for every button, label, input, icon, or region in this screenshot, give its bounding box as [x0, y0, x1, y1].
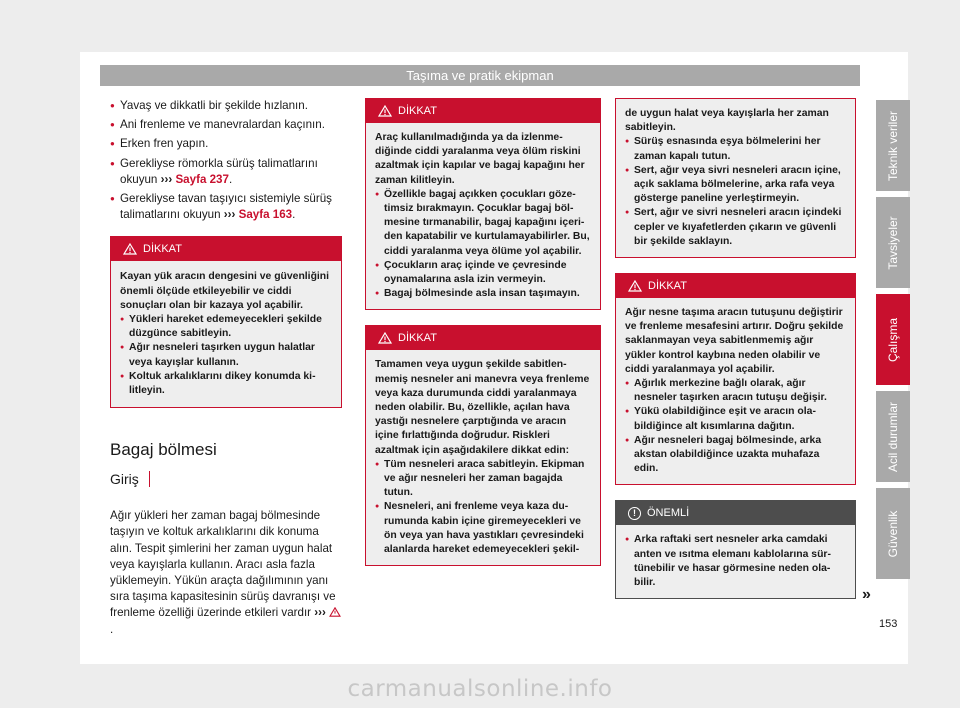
note-box	[615, 500, 856, 599]
warning-body	[616, 99, 855, 257]
warning-intro: Ağır nesne taşıma aracın tutuşunu değiştirir ve frenleme mesafesini artırır. Doğru şekilde saklanmayan veya sabitlenmemiş ağır yükler kontrol kaybına neden olabilir ve ciddi yaralanmaya yol açabilir.	[625, 307, 844, 375]
intro-paragraph: Ağır yükleri her zaman bagaj bölmesinde taşıyın ve koltuk arkalıklarını dik konuma alın. Tespit şimlerini her zaman uygun halat veya kayışlarla kullanın. Aracı asla fazla yüklemeyin. Yükün araçta dağılımının yanı sıra taşıma kapasitesinin sürüş davranışı ve frenleme özelliği üzerinde etkileri vardır ››› .	[110, 508, 342, 638]
tab-label: Çalışma	[886, 317, 900, 362]
warning-title: DİKKAT	[398, 332, 437, 345]
list-item: ● Sert, ağır veya sivri nesneleri aracın içine, açık saklama bölmelerine, arka rafa veya gösterge paneline yerleştirmeyin.	[625, 164, 845, 207]
warning-triangle-icon	[123, 243, 137, 255]
tab-acil-durumlar[interactable]	[876, 391, 910, 482]
warning-intro: Kayan yük aracın dengesini ve güvenliğini önemli ölçüde etkileyebilir ve ciddi sonuçları olan bir kazaya yol açabilir.	[120, 271, 330, 311]
list-item: ● Tüm nesneleri araca sabitleyin. Ekipman ve ağır nesneleri her zaman bagajda tutun.	[375, 458, 590, 501]
subsection-label: Giriş	[110, 471, 139, 488]
list-item: ● Çocukların araç içinde ve çevresinde oynamalarına asla izin vermeyin.	[375, 259, 590, 287]
warning-header	[111, 237, 341, 261]
list-item: ● Koltuk arkalıklarını dikey konumda kilitleyin.	[120, 370, 331, 398]
warning-title: DİKKAT	[143, 243, 182, 256]
warning-triangle-icon	[378, 332, 392, 344]
warning-triangle-icon	[378, 105, 392, 117]
warning-continuation-box	[615, 98, 856, 258]
tab-guvenlik[interactable]	[876, 488, 910, 579]
tab-label: Acil durumlar	[886, 401, 900, 472]
page-number: 153	[879, 618, 898, 630]
reference-arrow: ›››	[223, 208, 236, 222]
warning-header	[366, 99, 600, 123]
list-item: ● Erken fren yapın.	[110, 136, 342, 152]
subsection-title	[110, 471, 342, 487]
warning-body	[616, 298, 855, 484]
warning-header	[366, 326, 600, 350]
column-right	[615, 98, 856, 599]
list-item: ● Ani frenleme ve manevralardan kaçının.	[110, 117, 342, 133]
list-item: ● Yükleri hareket edemeyecekleri şekilde düzgünce sabitleyin.	[120, 313, 331, 341]
tab-label: Teknik veriler	[886, 110, 900, 181]
warning-header	[616, 274, 855, 298]
list-item-text: Gerekliyse römorkla sürüş talimatlarını okuyun	[120, 156, 318, 186]
page-reference-link[interactable]: Sayfa 163	[238, 208, 293, 222]
intro-bullet-list	[110, 98, 342, 223]
list-item: ● Özellikle bagaj açıkken çocukları gözetimsiz bırakmayın. Çocuklar bagaj bölmesine tırmanabilir, bagaj kapağını içeriden kapatabilir ve kurtulamayabilirler. Bu, ciddi yaralanma veya ölüme yol açabilir.	[375, 188, 590, 259]
note-header	[616, 501, 855, 525]
subsection-divider	[149, 471, 150, 487]
reference-arrow: ›››	[160, 172, 173, 186]
list-item: ● Yavaş ve dikkatli bir şekilde hızlanın.	[110, 98, 342, 114]
watermark: carmanualsonline.info	[347, 676, 613, 702]
list-item: ● Ağır nesneleri taşırken uygun halatlar veya kayışlar kullanın.	[120, 341, 331, 369]
list-item: ● Gerekliyse tavan taşıyıcı sistemiyle sürüş talimatlarını okuyun ››› Sayfa 163.	[110, 191, 342, 223]
warning-triangle-icon	[329, 607, 341, 617]
list-item: ● Nesneleri, ani frenleme veya kaza durumunda kabin içine giremeyecekleri ve ön veya yan hava yastıkları çevresindeki alanlarda hareket edemeyecekleri şekil-	[375, 500, 590, 557]
list-item-text: Gerekliyse tavan taşıyıcı sistemiyle sürüş talimatlarını okuyun	[120, 192, 332, 222]
warning-body	[111, 261, 341, 407]
list-item: ● Ağırlık merkezine bağlı olarak, ağır nesneler taşırken aracın tutuşu değişir.	[625, 377, 845, 405]
warning-title: DİKKAT	[648, 280, 687, 293]
warning-box	[365, 98, 601, 310]
paragraph-text: Ağır yükleri her zaman bagaj bölmesinde taşıyın ve koltuk arkalıklarını dik konuma alın. Tespit şimlerini her zaman uygun halat veya kayışlarla kullanın. Aracı asla fazla yüklemeyin. Yükün araçta dağılımının yanı sıra taşıma kapasitesinin sürüş davranışı ve frenleme özelliği üzerinde etkileri vardır	[110, 509, 336, 620]
list-item: ● Yükü olabildiğince eşit ve aracın olabildiğince alt kısımlarına dağıtın.	[625, 405, 845, 433]
tab-tavsiyeler[interactable]	[876, 197, 910, 288]
note-body	[616, 525, 855, 598]
note-title: ÖNEMLİ	[647, 507, 690, 520]
tab-label: Tavsiyeler	[886, 215, 900, 270]
reference-arrow: ›››	[314, 606, 326, 620]
warning-box	[110, 236, 342, 408]
column-left	[110, 98, 342, 638]
tab-calisma[interactable]	[876, 294, 910, 385]
warning-intro: Tamamen veya uygun şekilde sabitlenmemiş nesneler ani manevra veya frenleme veya kaza durumunda ciddi yaralanmaya neden olabilir. Bu, özellikle, açılan hava yastığı nesnelere çarptığında ve aracın içine fırlattığında doğrudur. Riskleri azaltmak için aşağıdakilere dikkat edin:	[375, 359, 590, 456]
page-reference-link[interactable]: Sayfa 237	[175, 172, 229, 186]
page-header: Taşıma ve pratik ekipman	[100, 65, 860, 86]
tab-label: Güvenlik	[886, 510, 900, 557]
list-item: ● Arka raftaki sert nesneler arka camdaki anten ve ısıtma elemanı kablolarına sürtünebilir ve hasar görmesine neden olabilir.	[625, 533, 845, 590]
info-icon: !	[628, 507, 641, 520]
warning-title: DİKKAT	[398, 105, 437, 117]
list-item: ● Bagaj bölmesinde asla insan taşımayın.	[375, 287, 590, 301]
continue-arrow-icon: »	[862, 586, 871, 603]
warning-box	[615, 273, 856, 485]
warning-body	[366, 350, 600, 565]
warning-triangle-icon	[628, 280, 642, 292]
warning-box	[365, 325, 601, 566]
warning-intro: de uygun halat veya kayışlarla her zaman sabitleyin.	[625, 108, 829, 134]
list-item: ● Ağır nesneleri bagaj bölmesinde, arka akstan olabildiğince uzakta muhafaza edin.	[625, 434, 845, 477]
list-item: ● Gerekliyse römorkla sürüş talimatlarını okuyun ››› Sayfa 237.	[110, 156, 342, 188]
tab-teknik-veriler[interactable]	[876, 100, 910, 191]
warning-body	[366, 123, 600, 309]
column-middle	[365, 98, 601, 566]
list-item: ● Sert, ağır ve sivri nesneleri aracın içindeki cepler ve kıyafetlerden çıkarın ve güvenli bir şekilde saklayın.	[625, 206, 845, 249]
list-item: ● Sürüş esnasında eşya bölmelerini her zaman kapalı tutun.	[625, 135, 845, 163]
warning-intro: Araç kullanılmadığında ya da izlenmediğinde ciddi yaralanma veya ölüm riskini azaltmak için kapılar ve bagaj kapağını her zaman kilitleyin.	[375, 132, 585, 186]
section-title: Bagaj bölmesi	[110, 440, 217, 460]
